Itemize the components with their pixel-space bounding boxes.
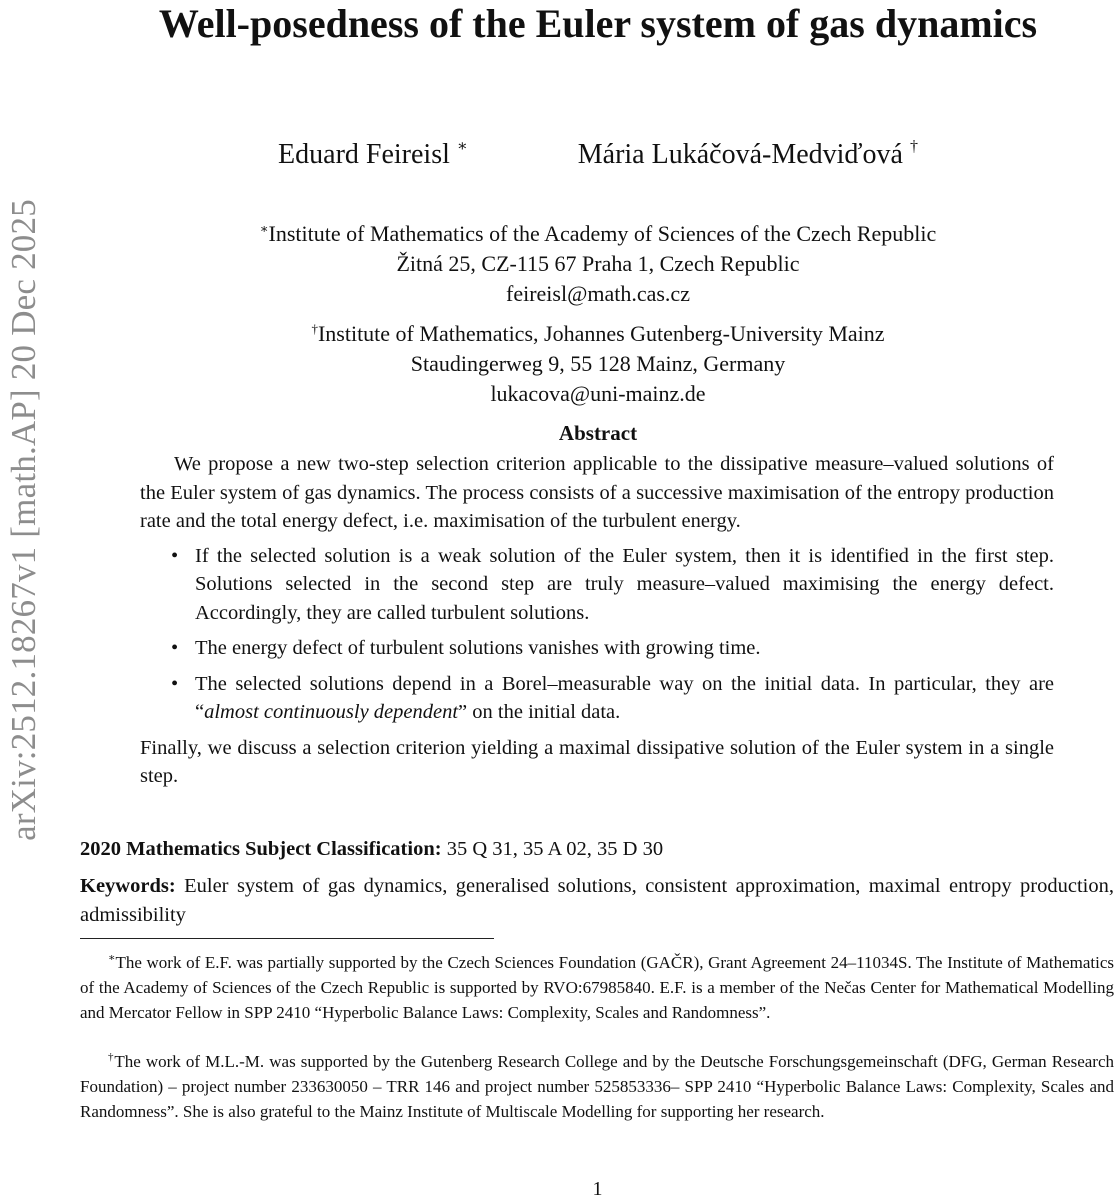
affiliation-2-mark: † <box>311 321 318 336</box>
affiliation-1-mark: ∗ <box>259 221 269 236</box>
affiliation-2-address: Staudingerweg 9, 55 128 Mainz, Germany <box>410 351 786 376</box>
footnote-divider <box>80 938 494 939</box>
page-number: 1 <box>592 1178 603 1200</box>
bullet-icon: • <box>171 672 179 695</box>
footnote-2-text: The work of M.L.-M. was supported by the Gutenberg Research College and by the Deutsche Forschungsgemeinschaft (DFG, German Research Foundation) – project number 233630050 – TRR 146 and project number 525853336– SPP 2410 “Hyperbolic Balance Laws: Complexity, Scales and Randomness”. She is also grateful to the Mainz Institute of Multiscale Modelling for supporting her research. <box>80 1052 1114 1121</box>
footnote-1 <box>80 946 1114 1025</box>
footnote-1-text: The work of E.F. was partially supported by the Czech Sciences Foundation (GAČR), Grant Agreement 24–11034S. The Institute of Mathematics of the Academy of Sciences of the Czech Republic is supported by RVO:67985840. E.F. is a member of the Nečas Center for Mathematical Modelling and Mercator Fellow in SPP 2410 “Hyperbolic Balance Laws: Complexity, Scales and Randomness”. <box>80 953 1114 1022</box>
affiliation-1-email: feireisl@math.cas.cz <box>506 281 690 306</box>
abstract-bullet-3-emphasis: almost continuously dependent <box>204 701 459 723</box>
abstract-closing: Finally, we discuss a selection criterion yielding a maximal dissipative solution of the Euler system in a single step. <box>140 736 1054 787</box>
footnote-2-mark: † <box>108 1051 115 1063</box>
arxiv-identifier-stamp <box>2 135 46 905</box>
footnote-2 <box>80 1045 1114 1124</box>
author-name-2: Mária Lukáčová-Medviďová <box>577 139 903 170</box>
subject-classification-label: 2020 Mathematics Subject Classification: <box>80 838 442 860</box>
author-mark-2: † <box>909 138 918 155</box>
subject-classification-value: 35 Q 31, 35 A 02, 35 D 30 <box>441 838 664 860</box>
affiliation-2 <box>120 314 1076 409</box>
affiliation-2-institution: Institute of Mathematics, Johannes Gutenberg-University Mainz <box>317 321 885 346</box>
footnote-1-mark: ∗ <box>108 952 116 964</box>
affiliation-1-address: Žitná 25, CZ-115 67 Praha 1, Czech Republic <box>396 251 800 276</box>
abstract-bullet-2 <box>171 634 1054 663</box>
keywords-label: Keywords: <box>80 875 176 897</box>
bullet-icon: • <box>171 544 179 567</box>
keywords-value: Euler system of gas dynamics, generalised solutions, consistent approximation, maximal entropy production, admissibility <box>80 875 1114 926</box>
abstract-bullet-2-text: The energy defect of turbulent solutions vanishes with growing time. <box>195 637 761 659</box>
abstract-bullet-1 <box>171 542 1054 628</box>
bullet-icon: • <box>171 637 179 659</box>
author-list <box>120 130 1076 172</box>
paper-title: Well-posedness of the Euler system of gas dynamics <box>158 1 1038 46</box>
abstract-bullet-list <box>140 542 1054 727</box>
author-name-1: Eduard Feireisl <box>278 139 450 170</box>
affiliation-1 <box>120 214 1076 309</box>
arxiv-identifier-text: arXiv:2512.18267v1 [math.AP] 20 Dec 2025 <box>4 199 43 841</box>
author-mark-1: ∗ <box>456 138 468 155</box>
affiliation-1-institution: Institute of Mathematics of the Academy of Sciences of the Czech Republic <box>268 221 937 246</box>
abstract-bullet-3-text-start: The selected solutions depend in a Borel–measurable way on the initial data. In particular, they are “ <box>195 672 1054 723</box>
abstract-intro: We propose a new two-step selection criterion applicable to the dissipative measure–valued solutions of the Euler system of gas dynamics. The process consists of a successive maximisation of the entropy production rate and the total energy defect, i.e. maximisation of the turbulent energy. <box>140 453 1054 532</box>
affiliation-2-email: lukacova@uni-mainz.de <box>490 381 706 406</box>
subject-classification <box>80 835 1114 864</box>
abstract-body <box>140 450 1054 791</box>
abstract-bullet-3-text-end: ” on the initial data. <box>458 701 621 723</box>
abstract-bullet-3 <box>171 670 1054 727</box>
abstract-bullet-1-text: If the selected solution is a weak solution of the Euler system, then it is identified in the first step. Solutions selected in the second step are truly measure–valued maximising the energy defect. Accordingly, they are called turbulent solutions. <box>195 544 1054 624</box>
abstract-heading: Abstract <box>558 421 638 445</box>
keywords <box>80 872 1114 929</box>
